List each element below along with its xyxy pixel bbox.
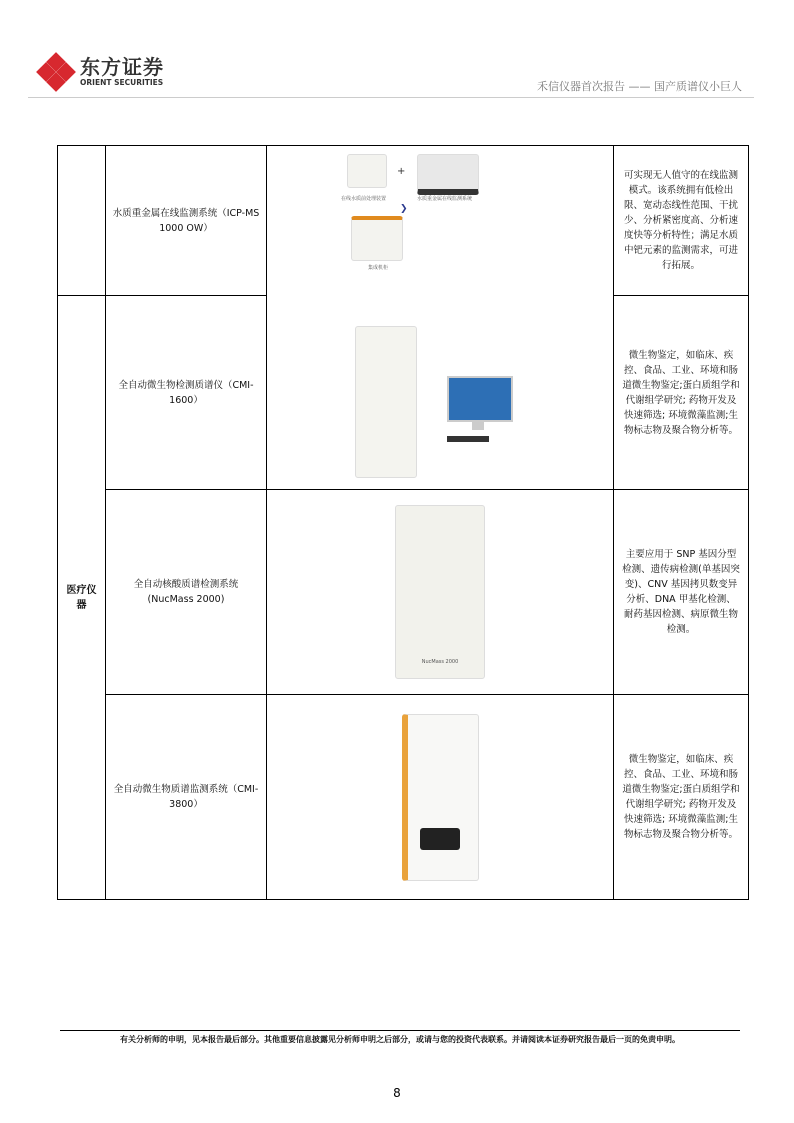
product-description: 微生物鉴定，如临床、疾控、食品、工业、环境和肠道微生物鉴定;蛋白质组学和代谢组学研究; 药物开发及快速筛选; 环境微藻监测;生物标志物及聚合物分析等。: [614, 695, 749, 900]
product-name: 全自动核酸质谱检测系统(NucMass 2000): [106, 490, 267, 695]
header-divider: [28, 97, 754, 98]
table-row: [58, 146, 749, 296]
category-cell-empty: [58, 146, 106, 296]
category-cell: 医疗仪器: [58, 296, 106, 900]
product-name: 水质重金属在线监测系统（ICP-MS 1000 OW）: [106, 146, 267, 296]
logo-en: ORIENT SECURITIES: [80, 78, 164, 87]
logo-mark-icon: [38, 54, 74, 90]
product-image-cell: [267, 146, 614, 490]
disclaimer: 有关分析师的申明，见本报告最后部分。其他重要信息披露见分析师申明之后部分，或请与您的投资代表联系。并请阅读本证券研究报告最后一页的免责申明。: [120, 1035, 680, 1044]
table-row: [58, 695, 749, 900]
cmi-3800-image: [267, 695, 614, 900]
page-number: 8: [393, 1086, 401, 1100]
product-description: 主要应用于 SNP 基因分型检测、遗传病检测(单基因突变)、CNV 基因拷贝数变异分析、DNA 甲基化检测、耐药基因检测、病原微生物检测。: [614, 490, 749, 695]
report-title: 禾信仪器首次报告 —— 国产质谱仪小巨人: [537, 80, 742, 93]
icp-ms-image: + 在线水质前处理装置 水质重金属在线监测系统 ❯ 集成机柜: [267, 146, 613, 296]
cmi-1600-image: [267, 296, 613, 489]
product-name: 全自动微生物质谱监测系统（CMI-3800）: [106, 695, 267, 900]
table-row: [58, 490, 749, 695]
nucmass-image: NucMass 2000: [267, 490, 614, 695]
product-table: [57, 145, 749, 900]
footer-divider: [60, 1030, 740, 1031]
logo-cn: 东方证券: [80, 55, 164, 79]
company-logo: [38, 54, 164, 90]
product-name: 全自动微生物检测质谱仪（CMI-1600）: [106, 296, 267, 490]
product-description: 可实现无人值守的在线监测模式。该系统拥有低检出限、宽动态线性范围、干扰少、分析紧密度高、分析速度快等分析特性；满足水质中钯元素的监测需求，可进行拓展。: [614, 146, 749, 296]
product-description: 微生物鉴定，如临床、疾控、食品、工业、环境和肠道微生物鉴定;蛋白质组学和代谢组学研究; 药物开发及快速筛选; 环境微藻监测;生物标志物及聚合物分析等。: [614, 296, 749, 490]
